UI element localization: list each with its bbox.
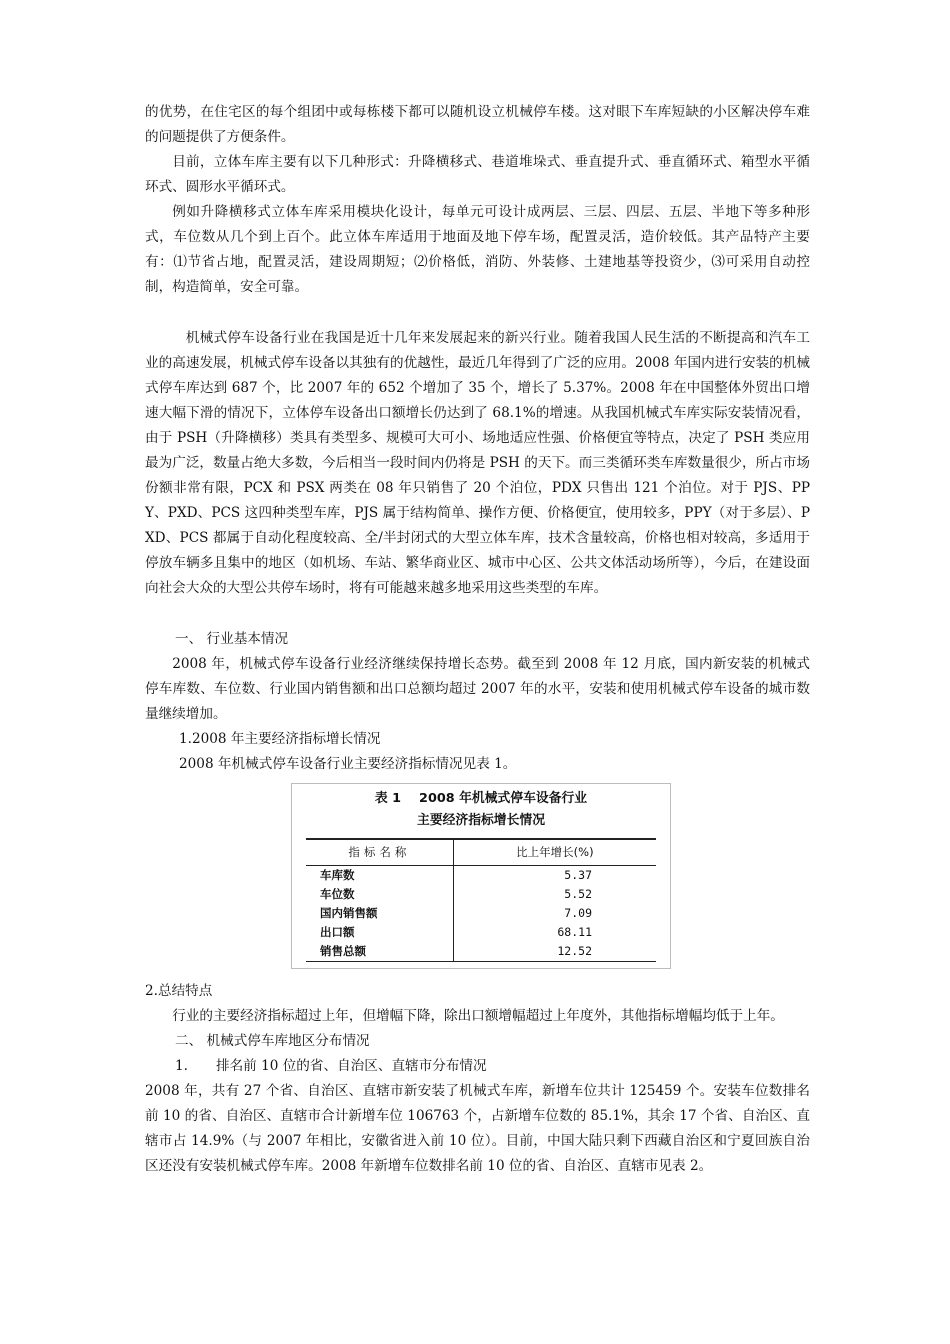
paragraph-table-ref: 2008 年机械式停车设备行业主要经济指标情况见表 1。 [179, 756, 517, 772]
paragraph-lift-slide-example: 例如升降横移式立体车库采用模块化设计，每单元可设计成两层、三层、四层、五层、半地下等多种形式，车位数从几个到上百个。此立体车库适用于地面及地下停车场，配置灵活，造价较低。其产品特产主要有：⑴节省占地，配置灵活，建设周期短；⑵价格低，消防、外装修、土建地基等投资少，⑶可采用自动控制，构造简单，安全可靠。 [145, 204, 810, 295]
paragraph-summary: 行业的主要经济指标超过上年，但增幅下降，除出口额增幅超过上年度外，其他指标增幅均低于上年。 [172, 1008, 784, 1024]
subsection-title: 排名前 10 位的省、自治区、直辖市分布情况 [215, 1058, 487, 1074]
table-row [306, 904, 656, 923]
section-heading-1: 一、 行业基本情况 [175, 631, 289, 647]
paragraph-advantage: 的优势，在住宅区的每个组团中或每栋楼下都可以随机设立机械停车楼。这对眼下车库短缺的小区解决停车难的问题提供了方便条件。 [145, 104, 810, 145]
table-cell-value: 5.37 [564, 868, 592, 882]
table-header-growth: 比上年增长(%) [453, 839, 656, 866]
section-heading-2: 二、 机械式停车库地区分布情况 [175, 1033, 370, 1049]
subsection-number: 1. [175, 1058, 188, 1074]
paragraph-regional-distribution: 2008 年，共有 27 个省、自治区、直辖市新安装了机械式车库，新增车位共计 125459 个。安装车位数排名前 10 的省、自治区、直辖市合计新增车位 106763 个，占新增车位数的 85.1%，其余 17 个省、自治区、直辖市占 14.9%（与 2007 年相比，安徽省进入前 10 位）。目前，中国大陆只剩下西藏自治区和宁夏回族自治区还没有安装机械式停车库。2008 年新增车位数排名前 10 位的省、自治区、直辖市见表 2。 [145, 1083, 810, 1174]
table-cell-name: 出口额 [306, 923, 453, 942]
table-row [306, 923, 656, 942]
document-page [145, 100, 810, 1179]
table-1-number: 表 1 [374, 791, 402, 806]
table-cell-name: 销售总额 [306, 942, 453, 962]
table-row [306, 866, 656, 886]
paragraph-industry-overview: 机械式停车设备行业在我国是近十几年来发展起来的新兴行业。随着我国人民生活的不断提高和汽车工业的高速发展，机械式停车设备以其独有的优越性，最近几年得到了广泛的应用。2008 年国内进行安装的机械式停车库达到 687 个，比 2007 年的 652 个增加了 35 个，增长了 5.37%。2008 年在中国整体外贸出口增速大幅下滑的情况下，立体停车设备出口额增长仍达到了 68.1%的增速。从我国机械式车库实际安装情况看，由于 PSH（升降横移）类具有类型多、规模可大可小、场地适应性强、价格便宜等特点，决定了 PSH 类应用最为广泛，数量占绝大多数，今后相当一段时间内仍将是 PSH 的天下。而三类循环类车库数量很少，所占市场份额非常有限，PCX 和 PSX 两类在 08 年只销售了 20 个泊位，PDX 只售出 121 个泊位。对于 PJS、PPY、PXD、PCS 这四种类型车库，PJS 属于结构简单、操作方便、价格便宜，使用较多，PPY（对于多层）、PXD、PCS 都属于自动化程度较高、全/半封闭式的大型立体车库，技术含量较高，价格也相对较高，多适用于停放车辆多且集中的地区（如机场、车站、繁华商业区、城市中心区、公共文体活动场所等），今后，在建设面向社会大众的大型公共停车场时，将有可能越来越多地采用这些类型的车库。 [145, 330, 810, 596]
table-cell-name: 车库数 [306, 866, 453, 886]
table-row [306, 942, 656, 962]
subsection-heading-2-1 [145, 1054, 810, 1079]
table-1-image [291, 783, 671, 969]
table-1 [306, 838, 656, 962]
table-1-title-line2: 主要经济指标增长情况 [417, 813, 545, 828]
table-cell-value: 5.52 [564, 887, 592, 901]
table-cell-value: 12.52 [453, 942, 656, 962]
table-cell-name: 国内销售额 [306, 904, 453, 923]
subsection-heading-1-1: 1.2008 年主要经济指标增长情况 [179, 731, 381, 747]
table-cell-value: 7.09 [564, 906, 592, 920]
table-header-indicator: 指标名称 [306, 839, 453, 866]
paragraph-2008-growth: 2008 年，机械式停车设备行业经济继续保持增长态势。截至到 2008 年 12 月底，国内新安装的机械式停车库数、车位数、行业国内销售额和出口总额均超过 2007 年的水平，安装和使用机械式停车设备的城市数量继续增加。 [145, 656, 810, 722]
table-header-row [306, 839, 656, 866]
table-1-title-line1 [306, 788, 656, 810]
subsection-heading-1-2: 2.总结特点 [145, 983, 213, 999]
table-row [306, 885, 656, 904]
table-cell-value: 68.11 [557, 925, 592, 939]
table-cell-name: 车位数 [306, 885, 453, 904]
table-1-title-text: 2008 年机械式停车设备行业 [419, 791, 588, 806]
paragraph-garage-types: 目前，立体车库主要有以下几种形式：升降横移式、巷道堆垛式、垂直提升式、垂直循环式、箱型水平循环式、圆形水平循环式。 [145, 154, 810, 195]
